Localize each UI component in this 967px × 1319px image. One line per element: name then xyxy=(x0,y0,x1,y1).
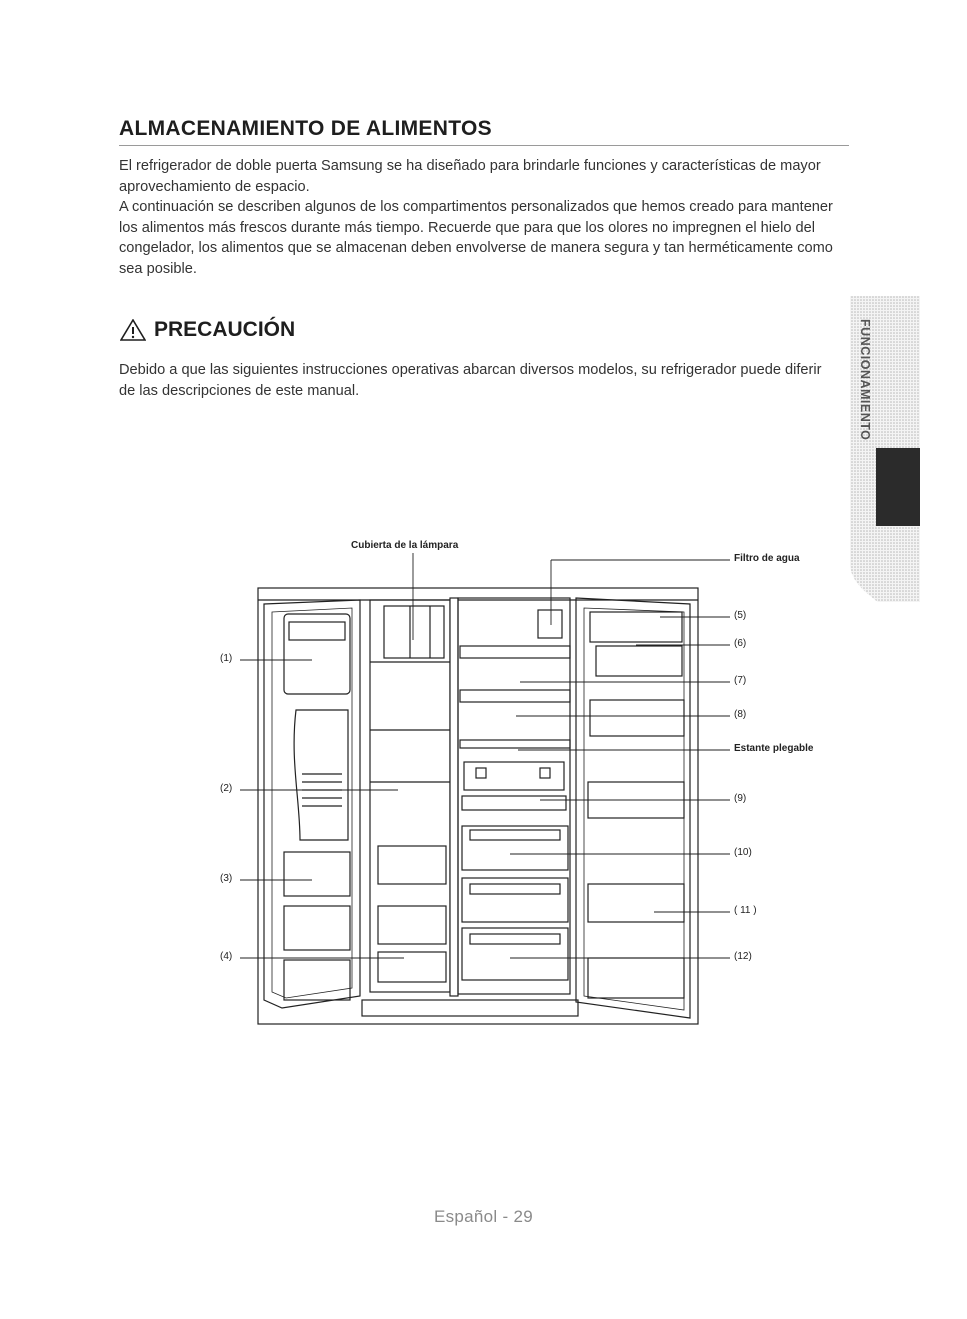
water-filter-box xyxy=(538,610,562,638)
side-tab-label: FUNCIONAMIENTO xyxy=(858,319,872,441)
folding-shelf xyxy=(460,740,570,748)
crisper-drawer-12 xyxy=(462,928,568,980)
door-bin-12 xyxy=(588,958,684,998)
callout-2: (2) xyxy=(220,783,233,794)
intro-paragraph-1: El refrigerador de doble puerta Samsung se ha diseñado para brindarle funciones y características de mayor aprovechamiento de espacio. xyxy=(119,158,821,195)
door-bin-4a xyxy=(284,906,350,950)
freezer-drawer-2 xyxy=(378,906,446,944)
door-bin-8 xyxy=(590,700,684,736)
callout-10: (10) xyxy=(734,847,752,858)
callout-7: (7) xyxy=(734,675,747,686)
callout-11: ( 11 ) xyxy=(734,905,757,916)
door-bin-4b xyxy=(284,960,350,1000)
callout-6: (6) xyxy=(734,638,747,649)
callout-folding-shelf: Estante plegable xyxy=(734,743,814,754)
caution-title: PRECAUCIÓN xyxy=(154,318,296,341)
dispenser-area xyxy=(294,710,348,840)
door-bin-6 xyxy=(596,646,682,676)
crisper-drawer-10 xyxy=(462,826,568,870)
callout-3: (3) xyxy=(220,873,233,884)
base-grille xyxy=(362,1000,578,1016)
label-water-filter: Filtro de agua xyxy=(734,553,800,564)
ice-bucket xyxy=(284,614,350,694)
page-title: ALMACENAMIENTO DE ALIMENTOS xyxy=(119,117,492,140)
callout-9: (9) xyxy=(734,793,747,804)
shelf-9 xyxy=(462,796,566,810)
left-door xyxy=(264,600,360,1008)
door-bin-5 xyxy=(590,612,682,642)
callout-1: (1) xyxy=(220,653,233,664)
lamp-cover-box xyxy=(384,606,444,658)
intro-paragraph-2: A continuación se describen algunos de los compartimentos personalizados que hemos creado para mantener los alimentos más frescos durante más tiempo. Recuerde que para que los olores no impregnen el hielo del congelador, los alimentos que se almacenan deben envolverse de manera segura y tan herméticamente como sea posible. xyxy=(119,199,833,277)
freezer-compartment xyxy=(370,600,450,992)
callout-4: (4) xyxy=(220,951,233,962)
shelf-2 xyxy=(460,690,570,702)
freezer-drawer-1 xyxy=(378,846,446,884)
callout-12: (12) xyxy=(734,951,752,962)
callout-8: (8) xyxy=(734,709,747,720)
right-door xyxy=(576,598,690,1018)
door-bin-11 xyxy=(588,884,684,922)
door-bin-3 xyxy=(284,852,350,896)
caution-text: Debido a que las siguientes instrucciones operativas abarcan diversos modelos, su refrigerador puede diferir de las descripciones de este manual. xyxy=(119,362,822,399)
callout-5: (5) xyxy=(734,610,747,621)
deli-drawer xyxy=(464,762,564,790)
shelf-1 xyxy=(460,646,570,658)
label-lamp-cover: Cubierta de la lámpara xyxy=(351,540,459,551)
page-number: Español - 29 xyxy=(433,1207,534,1226)
